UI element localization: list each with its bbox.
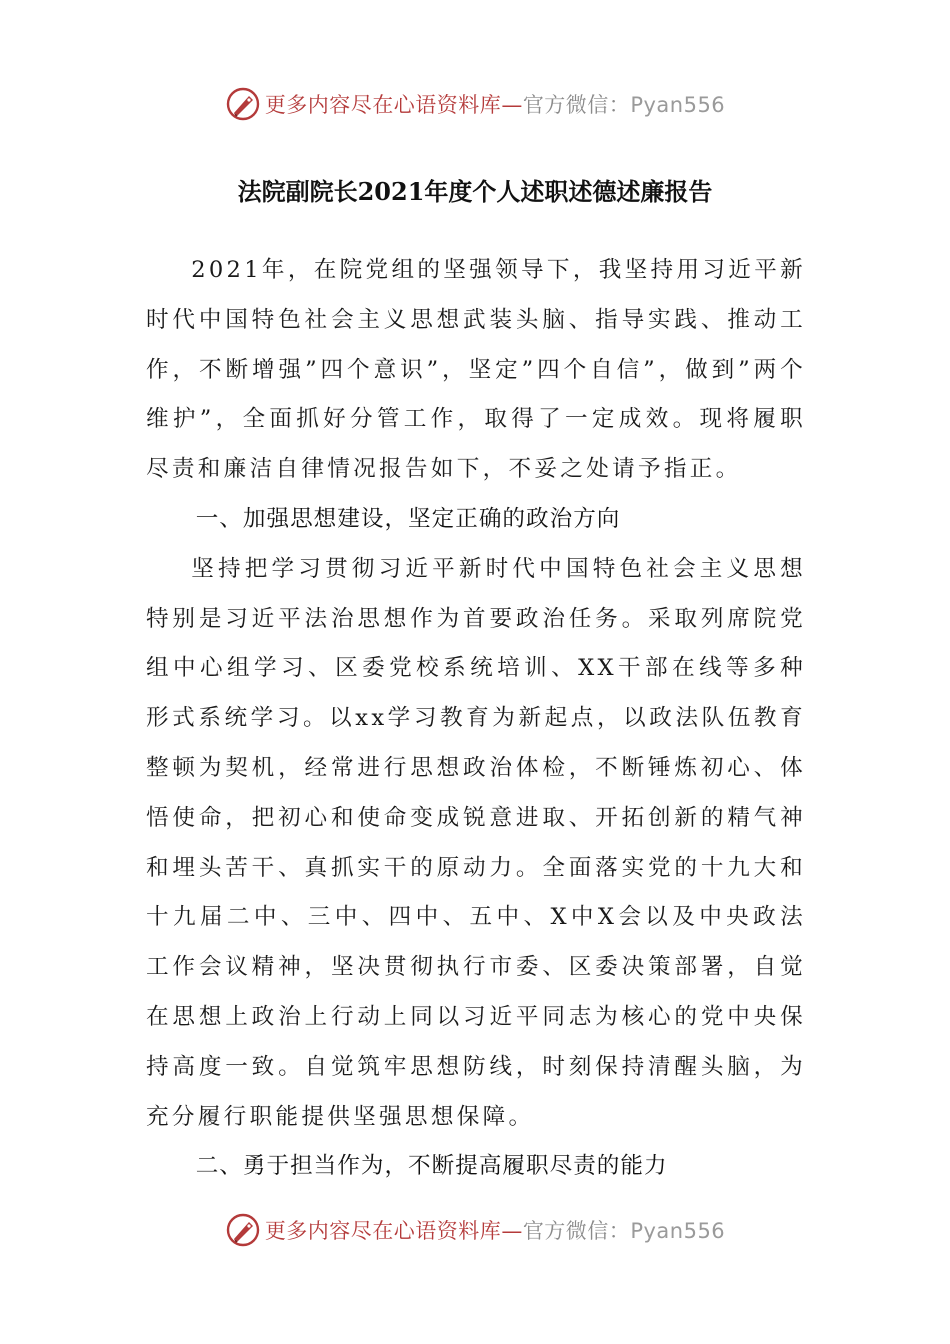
pen-nib-logo-icon [225,86,261,122]
banner-dash: — [501,1219,523,1243]
banner-wechat-id: Pyan556 [630,93,726,117]
document-body [146,246,806,1142]
banner-dash: — [501,93,523,117]
banner-sub-text: 官方微信： [522,1219,631,1243]
document-title: 法院副院长2021年度个人述职述德述廉报告 [237,177,713,206]
banner-main-text: 更多内容尽在心语资料库 [264,93,502,117]
footer-watermark-banner [0,1210,950,1250]
intro-paragraph: 2021年，在院党组的坚强领导下，我坚持用习近平新时代中国特色社会主义思想武装头脑、指导实践、推动工作，不断增强”四个意识”，坚定”四个自信”，做到”两个维护”，全面抓好分管工作，取得了一定成效。现将履职尽责和廉洁自律情况报告如下，不妥之处请予指正。 [146,257,806,483]
banner-wechat-id: Pyan556 [630,1219,726,1243]
section-2-heading: 二、勇于担当作为，不断提高履职尽责的能力 [195,1153,668,1179]
pen-nib-logo-icon [225,1212,261,1248]
banner-main-text: 更多内容尽在心语资料库 [264,1219,502,1243]
header-watermark-banner [0,84,950,124]
section-1-paragraph: 坚持把学习贯彻习近平新时代中国特色社会主义思想特别是习近平法治思想作为首要政治任务。采取列席院党组中心组学习、区委党校系统培训、XX干部在线等多种形式系统学习。以xx学习教育为新起点，以政法队伍教育整顿为契机，经常进行思想政治体检，不断锤炼初心、体悟使命，把初心和使命变成锐意进取、开拓创新的精气神和埋头苦干、真抓实干的原动力。全面落实党的十九大和十九届二中、三中、四中、五中、X中X会以及中央政法工作会议精神，坚决贯彻执行市委、区委决策部署，自觉在思想上政治上行动上同以习近平同志为核心的党中央保持高度一致。自觉筑牢思想防线，时刻保持清醒头脑，为充分履行职能提供坚强思想保障。 [146,555,806,1130]
banner-sub-text: 官方微信： [522,93,631,117]
section-1-heading: 一、加强思想建设，坚定正确的政治方向 [195,505,621,532]
